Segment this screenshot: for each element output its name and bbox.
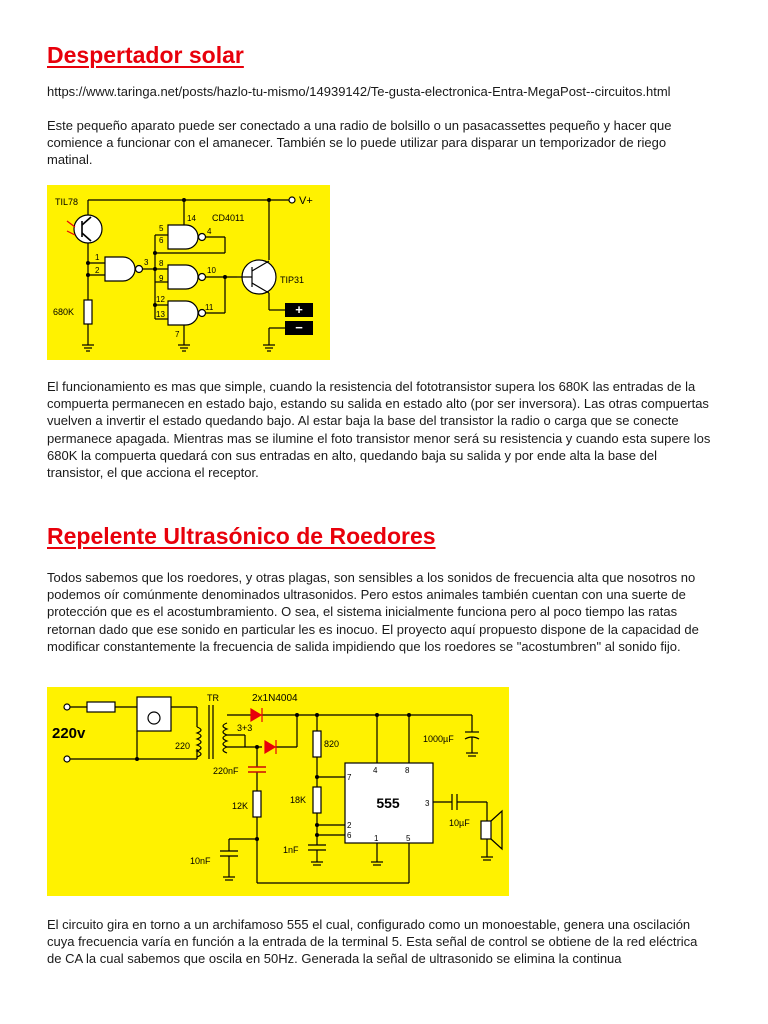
section2-body: El circuito gira en torno a un archifamoso 555 el cual, configurado como un monoestable, genera una oscilación cuya frecuencia varía en función a la entrada de la terminal 5. Esta señal de control se obtiene de la red eléctrica de CA la cual sabemos que oscila en 50Hz. Generada la señal de ultrasonido se elimina la continua <box>47 917 698 967</box>
label-til78: TIL78 <box>55 197 79 207</box>
pin-label: 13 <box>156 310 165 319</box>
source-url[interactable]: https://www.taringa.net/posts/hazlo-tu-mismo/14939142/Te-gusta-electronica-Entra-MegaPost--circuitos.html <box>47 84 671 99</box>
section2-intro: Todos sabemos que los roedores, y otras plagas, son sensibles a los sonidos de frecuencia alta que nosotros no podemos oír comúnmente denominados ultrasonidos. Pero estos animales también cuentan con una suerte de protección que es el acostumbramiento. O sea, el sistema inicialmente funciona pero al poco tiempo las ratas retornan dado que ese sonido en particular les es inocuo. El proyecto aquí propuesto dispone de la capacidad de modificar constantemente la frecuencia de salida impidiendo que los roedores se "acostumbren" al sonido fijo. <box>47 570 699 654</box>
section-title-despertador-solar: Despertador solar <box>47 42 244 68</box>
pin-label: 5 <box>406 834 411 843</box>
pin-label: 1 <box>95 253 100 262</box>
pin-label: 4 <box>207 227 212 236</box>
pin-label: 10 <box>207 266 216 275</box>
pin-label: 8 <box>159 259 164 268</box>
section1-intro: Este pequeño aparato puede ser conectado a una radio de bolsillo o un pasacassettes pequeño y hacer que comience a funcionar con el amanecer. También se lo puede utilizar para disparar un temporizador de riego matinal. <box>47 118 672 168</box>
label-1nf: 1nF <box>283 845 299 855</box>
label-220v: 220v <box>52 725 86 742</box>
pin-label: 1 <box>374 834 379 843</box>
pin-label: 2 <box>347 821 352 830</box>
solar-alarm-schematic <box>47 185 330 360</box>
label-220nf: 220nF <box>213 766 239 776</box>
plus-terminal: + <box>295 302 303 317</box>
label-555: 555 <box>376 795 400 811</box>
label-10nf: 10nF <box>190 856 211 866</box>
pin-label: 12 <box>156 295 165 304</box>
label-10uf: 10µF <box>449 818 470 828</box>
label-18k: 18K <box>290 795 307 805</box>
pin-label: 6 <box>159 236 164 245</box>
pin-label: 4 <box>373 766 378 775</box>
label-tip31: TIP31 <box>280 275 305 285</box>
label-cd4011: CD4011 <box>212 213 245 223</box>
pin-label: 3 <box>144 258 149 267</box>
pin-label: 9 <box>159 274 164 283</box>
pin-label: 14 <box>187 214 196 223</box>
solar-alarm-schematic-svg <box>47 185 330 360</box>
section-title-repelente: Repelente Ultrasónico de Roedores <box>47 523 436 549</box>
pin-label: 6 <box>347 831 352 840</box>
minus-terminal: − <box>295 320 303 335</box>
label-3plus3: 3+3 <box>237 723 253 733</box>
ultrasonic-repeller-schematic <box>47 687 509 896</box>
pin-label: 7 <box>347 773 352 782</box>
label-vplus: V+ <box>299 195 313 207</box>
section1-body: El funcionamiento es mas que simple, cuando la resistencia del fototransistor supera los 680K las entradas de la compuerta permanecen en estado bajo, estando su salida en estado alto (por ser inversora). Las otras compuertas vuelven a invertir el estado quedando bajo. Al estar baja la base del transistor la radio o carga que se conecte permanece apagada. Mientras mas se ilumine el foto transistor menor será su resistencia y cuando esta supere los 680K la compuerta quedará con sus entradas en alto, quedando baja su salida y por ende alta la base del transistor, el que acciona el receptor. <box>47 379 711 481</box>
pin-label: 3 <box>425 799 430 808</box>
label-220: 220 <box>175 741 191 751</box>
label-1000uf: 1000µF <box>423 734 454 744</box>
label-680k: 680K <box>53 307 75 317</box>
pin-label: 11 <box>205 303 214 312</box>
ultrasonic-repeller-schematic-svg <box>47 687 509 896</box>
pin-label: 5 <box>159 224 164 233</box>
label-diodes: 2x1N4004 <box>252 693 298 704</box>
pin-label: 8 <box>405 766 410 775</box>
pin-label: 7 <box>175 330 180 339</box>
label-820: 820 <box>324 739 340 749</box>
label-12k: 12K <box>232 801 249 811</box>
label-tr: TR <box>207 693 219 703</box>
pin-label: 2 <box>95 266 100 275</box>
